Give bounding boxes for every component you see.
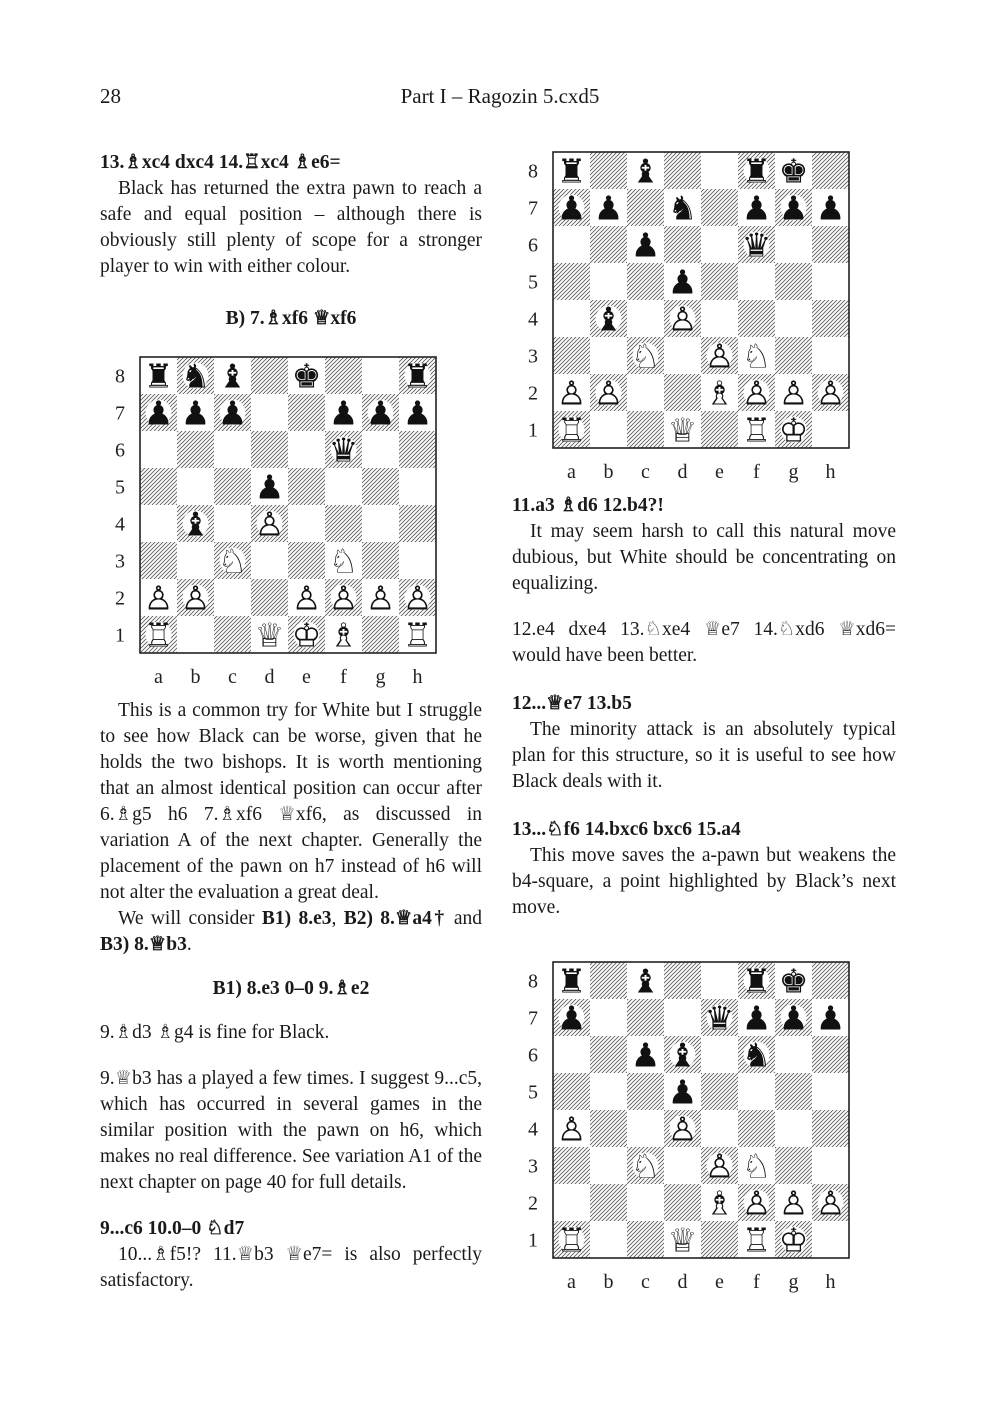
black-pawn-icon: ♟	[741, 998, 772, 1038]
black-king-icon: ♚	[778, 961, 809, 1001]
board-square	[627, 411, 664, 448]
white-pawn-icon: ♙	[254, 504, 285, 544]
board-square	[553, 1184, 590, 1221]
white-pawn-icon: ♙	[328, 578, 359, 618]
board-square	[738, 263, 775, 300]
rank-label: 6	[528, 234, 538, 257]
black-rook-icon: ♜	[741, 961, 772, 1001]
file-label: f	[340, 666, 347, 688]
paragraph: We will consider B1) 8.e3, B2) 8.♕a4† and B3) 8.♕b3.	[100, 908, 483, 955]
rank-label: 1	[528, 1229, 538, 1252]
black-pawn-icon: ♟	[741, 188, 772, 228]
file-label: h	[825, 1271, 836, 1293]
file-label: d	[264, 666, 275, 688]
black-bishop-icon: ♝	[593, 299, 624, 339]
board-square	[590, 152, 627, 189]
white-pawn-icon: ♙	[778, 373, 809, 413]
black-pawn-icon: ♟	[778, 188, 809, 228]
white-knight-icon: ♘	[630, 336, 661, 376]
board-square	[251, 357, 288, 394]
white-bishop-icon: ♗	[328, 615, 359, 655]
white-pawn-icon: ♙	[704, 336, 735, 376]
board-square	[288, 394, 325, 431]
board-square	[812, 1147, 849, 1184]
file-label: h	[412, 666, 423, 688]
board-square	[701, 263, 738, 300]
board-square	[701, 1073, 738, 1110]
paragraph: 10...♗f5!? 11.♕b3 ♕e7= is also perfectly satisfactory.	[100, 1244, 482, 1291]
file-label: a	[567, 461, 576, 483]
board-square	[140, 505, 177, 542]
rank-label: 1	[115, 624, 125, 647]
file-label: g	[788, 1271, 799, 1293]
black-pawn-icon: ♟	[630, 1035, 661, 1075]
board-square	[590, 1221, 627, 1258]
black-rook-icon: ♜	[741, 151, 772, 191]
board-square	[664, 1184, 701, 1221]
board-square	[553, 226, 590, 263]
white-bishop-icon: ♗	[704, 1183, 735, 1223]
rank-label: 4	[528, 1118, 538, 1141]
board-square	[627, 1184, 664, 1221]
file-label: g	[788, 461, 799, 483]
paragraph: This is a common try for White but I struggle to see how Black can be worse, given that he holds the two bishops. It is worth mentioning that an almost identical position can occur after 6.♗g5 h6 7.♗xf6 ♕xf6, as discussed in variation A of the next chapter. Generally the placement of the pawn on h7 instead of h6 will not alter the evaluation a great deal.	[100, 700, 482, 903]
rank-label: 3	[528, 1155, 538, 1178]
file-label: f	[753, 461, 760, 483]
board-square	[812, 226, 849, 263]
board-square	[251, 394, 288, 431]
board-square	[553, 337, 590, 374]
board-square	[812, 1036, 849, 1073]
rank-label: 7	[528, 1007, 538, 1030]
board-square	[812, 1221, 849, 1258]
board-square	[553, 263, 590, 300]
board-square	[775, 1110, 812, 1147]
page-number: 28	[100, 84, 121, 108]
white-rook-icon: ♖	[741, 410, 772, 450]
white-rook-icon: ♖	[741, 1220, 772, 1260]
board-square	[399, 431, 436, 468]
black-pawn-icon: ♟	[556, 998, 587, 1038]
black-bishop-icon: ♝	[667, 1035, 698, 1075]
board-square	[362, 468, 399, 505]
rank-label: 8	[528, 970, 538, 993]
board-square	[590, 226, 627, 263]
black-bishop-icon: ♝	[217, 356, 248, 396]
board-square	[738, 1110, 775, 1147]
black-pawn-icon: ♟	[667, 262, 698, 302]
diagram-3	[528, 961, 853, 1297]
move-line: 9...c6 10.0–0 ♘d7	[100, 1218, 245, 1239]
rank-label: 4	[115, 513, 125, 536]
board-square	[553, 300, 590, 337]
white-knight-icon: ♘	[741, 336, 772, 376]
black-knight-icon: ♞	[741, 1035, 772, 1075]
black-pawn-icon: ♟	[556, 188, 587, 228]
black-pawn-icon: ♟	[254, 467, 285, 507]
paragraph: The minority attack is an absolutely typical plan for this structure, so it is useful to see how Black deals with it.	[512, 719, 896, 792]
board-square	[251, 542, 288, 579]
board-square	[664, 337, 701, 374]
board-square	[362, 542, 399, 579]
board-square	[288, 542, 325, 579]
rank-label: 2	[115, 587, 125, 610]
board-square	[627, 1221, 664, 1258]
white-rook-icon: ♖	[143, 615, 174, 655]
board-square	[738, 1073, 775, 1110]
board-square	[812, 300, 849, 337]
paragraph: It may seem harsh to call this natural move dubious, but White should be concentrating on equalizing.	[512, 521, 896, 594]
white-pawn-icon: ♙	[556, 373, 587, 413]
diagram-2	[115, 356, 440, 692]
board-square	[738, 300, 775, 337]
board-square	[775, 337, 812, 374]
board-square	[812, 411, 849, 448]
move-line: 11.a3 ♗d6 12.b4?!	[512, 495, 664, 516]
diagram-2-svg	[115, 356, 440, 692]
board-square	[590, 1110, 627, 1147]
white-pawn-icon: ♙	[741, 373, 772, 413]
board-square	[812, 1110, 849, 1147]
diagram-1	[528, 151, 853, 487]
paragraph: This move saves the a-pawn but weakens the b4-square, a point highlighted by Black’s next move.	[512, 845, 896, 918]
paragraph: 12.e4 dxe4 13.♘xe4 ♕e7 14.♘xd6 ♕xd6= would have been better.	[512, 619, 896, 666]
rank-label: 6	[115, 439, 125, 462]
board-square	[590, 1073, 627, 1110]
board-square	[627, 1073, 664, 1110]
board-square	[140, 542, 177, 579]
white-pawn-icon: ♙	[365, 578, 396, 618]
board-square	[214, 616, 251, 653]
file-label: a	[154, 666, 163, 688]
black-pawn-icon: ♟	[815, 188, 846, 228]
white-rook-icon: ♖	[556, 410, 587, 450]
white-knight-icon: ♘	[328, 541, 359, 581]
board-square	[664, 962, 701, 999]
section-heading: B1) 8.e3 0–0 9.♗e2	[212, 978, 370, 999]
white-king-icon: ♔	[291, 615, 322, 655]
file-label: e	[302, 666, 311, 688]
board-square	[590, 999, 627, 1036]
white-pawn-icon: ♙	[704, 1146, 735, 1186]
board-square	[812, 152, 849, 189]
file-label: c	[228, 666, 237, 688]
running-title: Part I – Ragozin 5.cxd5	[400, 84, 600, 108]
left-column-top	[100, 150, 482, 332]
black-rook-icon: ♜	[143, 356, 174, 396]
black-pawn-icon: ♟	[328, 393, 359, 433]
board-square	[362, 357, 399, 394]
board-square	[590, 962, 627, 999]
move-line: 12...♕e7 13.b5	[512, 693, 632, 714]
board-square	[177, 542, 214, 579]
board-square	[627, 1110, 664, 1147]
board-square	[664, 226, 701, 263]
file-label: d	[677, 1271, 688, 1293]
board-square	[812, 337, 849, 374]
file-label: b	[190, 666, 201, 688]
section-heading: B) 7.♗xf6 ♕xf6	[225, 308, 357, 329]
black-pawn-icon: ♟	[630, 225, 661, 265]
white-pawn-icon: ♙	[556, 1109, 587, 1149]
rank-label: 3	[528, 345, 538, 368]
board-square	[775, 226, 812, 263]
white-pawn-icon: ♙	[143, 578, 174, 618]
black-knight-icon: ♞	[667, 188, 698, 228]
white-pawn-icon: ♙	[593, 373, 624, 413]
white-rook-icon: ♖	[402, 615, 433, 655]
rank-label: 2	[528, 1192, 538, 1215]
board-square	[553, 1147, 590, 1184]
rank-label: 5	[115, 476, 125, 499]
white-rook-icon: ♖	[556, 1220, 587, 1260]
white-knight-icon: ♘	[217, 541, 248, 581]
board-square	[177, 431, 214, 468]
file-label: c	[641, 1271, 650, 1293]
white-pawn-icon: ♙	[180, 578, 211, 618]
board-square	[140, 468, 177, 505]
board-square	[701, 152, 738, 189]
white-pawn-icon: ♙	[815, 373, 846, 413]
board-square	[288, 505, 325, 542]
board-square	[590, 1184, 627, 1221]
file-label: c	[641, 461, 650, 483]
board-square	[553, 1073, 590, 1110]
board-square	[325, 357, 362, 394]
board-square	[553, 1036, 590, 1073]
move-line: 13.♗xc4 dxc4 14.♖xc4 ♗e6=	[100, 152, 341, 173]
board-square	[664, 152, 701, 189]
diagram-3-svg	[528, 961, 853, 1297]
file-label: h	[825, 461, 836, 483]
rank-label: 5	[528, 1081, 538, 1104]
board-square	[701, 1221, 738, 1258]
board-square	[214, 579, 251, 616]
white-pawn-icon: ♙	[291, 578, 322, 618]
board-square	[590, 411, 627, 448]
black-queen-icon: ♛	[704, 998, 735, 1038]
board-square	[590, 263, 627, 300]
white-pawn-icon: ♙	[815, 1183, 846, 1223]
white-pawn-icon: ♙	[667, 1109, 698, 1149]
black-pawn-icon: ♟	[180, 393, 211, 433]
rank-label: 7	[115, 402, 125, 425]
board-square	[627, 263, 664, 300]
board-square	[399, 505, 436, 542]
board-square	[812, 962, 849, 999]
file-label: a	[567, 1271, 576, 1293]
board-square	[177, 468, 214, 505]
black-pawn-icon: ♟	[402, 393, 433, 433]
board-square	[288, 431, 325, 468]
board-square	[664, 999, 701, 1036]
white-knight-icon: ♘	[741, 1146, 772, 1186]
board-square	[325, 468, 362, 505]
black-pawn-icon: ♟	[667, 1072, 698, 1112]
rank-label: 3	[115, 550, 125, 573]
black-king-icon: ♚	[778, 151, 809, 191]
white-pawn-icon: ♙	[741, 1183, 772, 1223]
board-square	[590, 337, 627, 374]
diagram-1-svg	[528, 151, 853, 487]
black-pawn-icon: ♟	[815, 998, 846, 1038]
paragraph: 9.♕b3 has a played a few times. I suggest 9...c5, which has occurred in several games in the similar position with the pawn on h6, which makes no real difference. See variation A1 of the next chapter on page 40 for full details.	[100, 1068, 482, 1193]
board-square	[775, 1073, 812, 1110]
rank-label: 1	[528, 419, 538, 442]
white-queen-icon: ♕	[667, 1220, 698, 1260]
black-king-icon: ♚	[291, 356, 322, 396]
board-square	[701, 962, 738, 999]
board-square	[775, 263, 812, 300]
black-bishop-icon: ♝	[630, 151, 661, 191]
board-square	[288, 468, 325, 505]
black-bishop-icon: ♝	[180, 504, 211, 544]
rank-label: 8	[528, 160, 538, 183]
black-knight-icon: ♞	[180, 356, 211, 396]
board-square	[627, 999, 664, 1036]
board-square	[214, 431, 251, 468]
board-square	[251, 579, 288, 616]
board-square	[325, 505, 362, 542]
file-label: b	[603, 461, 614, 483]
board-square	[664, 1147, 701, 1184]
board-square	[399, 542, 436, 579]
black-pawn-icon: ♟	[778, 998, 809, 1038]
paragraph: Black has returned the extra pawn to reach a safe and equal position – although there is obviously still plenty of scope for a stronger player to win with either colour.	[100, 178, 482, 277]
file-label: e	[715, 1271, 724, 1293]
board-square	[362, 616, 399, 653]
board-square	[812, 263, 849, 300]
white-king-icon: ♔	[778, 410, 809, 450]
rank-label: 7	[528, 197, 538, 220]
board-square	[627, 189, 664, 226]
board-square	[362, 431, 399, 468]
black-pawn-icon: ♟	[143, 393, 174, 433]
board-square	[362, 505, 399, 542]
black-rook-icon: ♜	[556, 961, 587, 1001]
board-square	[590, 1147, 627, 1184]
white-queen-icon: ♕	[667, 410, 698, 450]
white-pawn-icon: ♙	[402, 578, 433, 618]
white-pawn-icon: ♙	[778, 1183, 809, 1223]
black-pawn-icon: ♟	[217, 393, 248, 433]
white-knight-icon: ♘	[630, 1146, 661, 1186]
black-pawn-icon: ♟	[365, 393, 396, 433]
board-square	[775, 1036, 812, 1073]
board-square	[775, 1147, 812, 1184]
black-queen-icon: ♛	[328, 430, 359, 470]
file-label: b	[603, 1271, 614, 1293]
board-square	[590, 1036, 627, 1073]
file-label: e	[715, 461, 724, 483]
board-square	[701, 300, 738, 337]
rank-label: 5	[528, 271, 538, 294]
board-square	[627, 374, 664, 411]
board-square	[664, 374, 701, 411]
white-pawn-icon: ♙	[667, 299, 698, 339]
board-square	[701, 1110, 738, 1147]
board-square	[701, 189, 738, 226]
left-column-bottom	[100, 698, 482, 1294]
board-square	[140, 431, 177, 468]
paragraph: 9.♗d3 ♗g4 is fine for Black.	[100, 1022, 330, 1043]
board-square	[214, 505, 251, 542]
move-line: 13...♘f6 14.bxc6 bxc6 15.a4	[512, 819, 741, 840]
board-square	[399, 468, 436, 505]
board-square	[251, 431, 288, 468]
file-label: d	[677, 461, 688, 483]
black-pawn-icon: ♟	[593, 188, 624, 228]
board-square	[701, 1036, 738, 1073]
rank-label: 8	[115, 365, 125, 388]
black-queen-icon: ♛	[741, 225, 772, 265]
board-square	[775, 300, 812, 337]
rank-label: 2	[528, 382, 538, 405]
black-rook-icon: ♜	[556, 151, 587, 191]
file-label: g	[375, 666, 386, 688]
board-square	[701, 411, 738, 448]
rank-label: 6	[528, 1044, 538, 1067]
black-bishop-icon: ♝	[630, 961, 661, 1001]
white-queen-icon: ♕	[254, 615, 285, 655]
right-column-middle	[512, 493, 896, 921]
file-label: f	[753, 1271, 760, 1293]
board-square	[214, 468, 251, 505]
rank-label: 4	[528, 308, 538, 331]
white-king-icon: ♔	[778, 1220, 809, 1260]
board-square	[812, 1073, 849, 1110]
board-square	[701, 226, 738, 263]
white-bishop-icon: ♗	[704, 373, 735, 413]
board-square	[177, 616, 214, 653]
board-square	[627, 300, 664, 337]
black-rook-icon: ♜	[402, 356, 433, 396]
